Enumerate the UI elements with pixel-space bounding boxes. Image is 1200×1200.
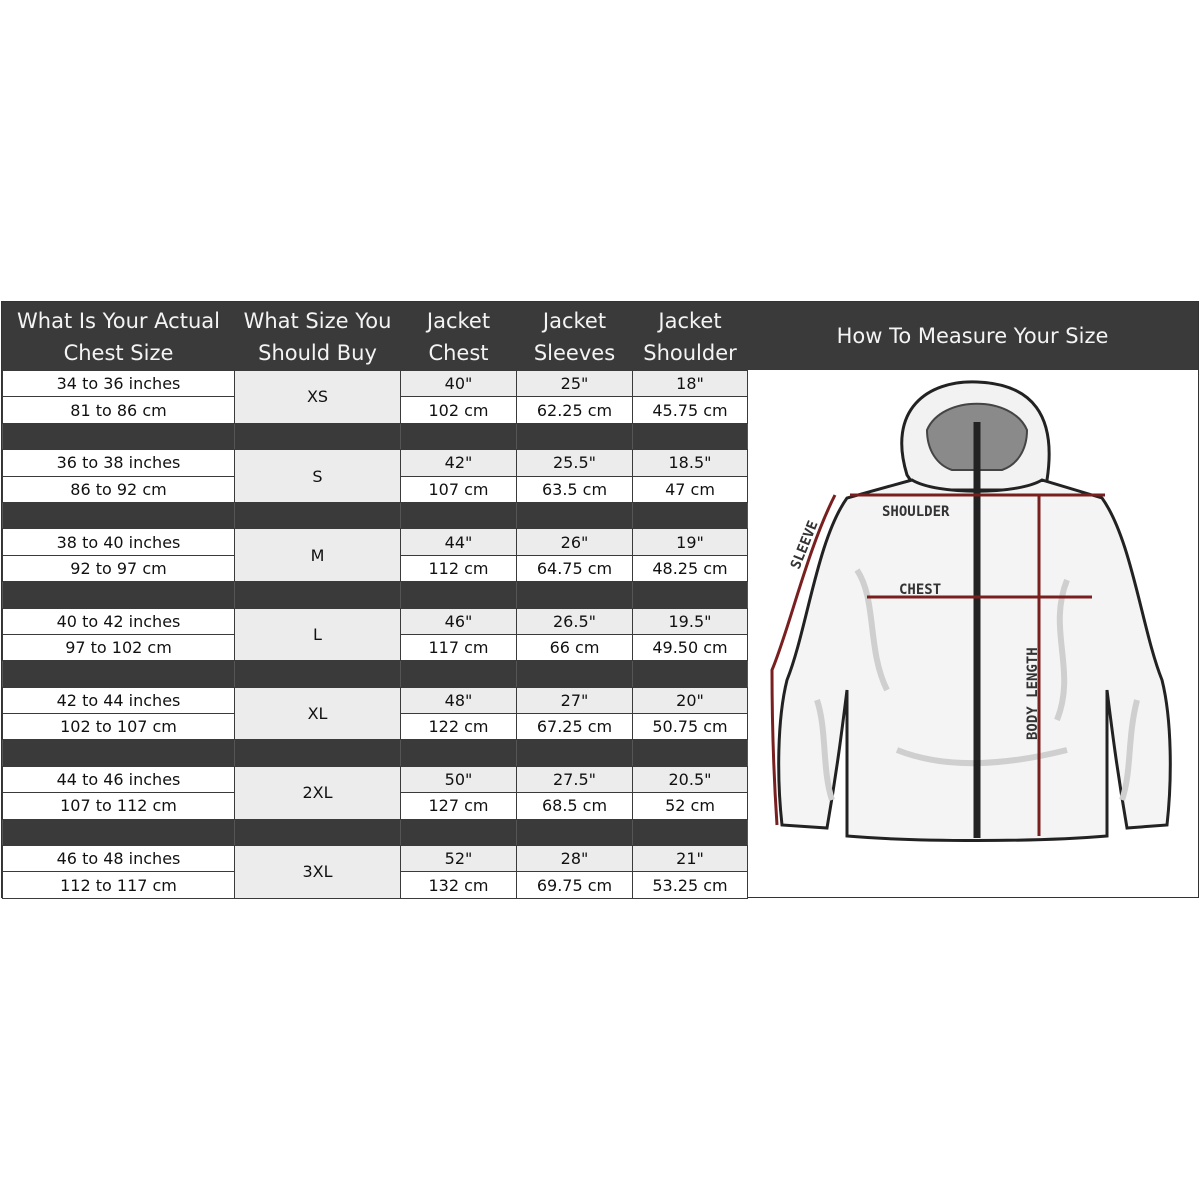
- jacket-shoulder-inches: 20": [633, 687, 748, 713]
- jacket-chest-cm: 112 cm: [401, 555, 517, 581]
- table-row: [3, 529, 748, 555]
- jacket-sleeves-cm: 64.75 cm: [517, 555, 633, 581]
- table-row: [3, 846, 748, 872]
- jacket-chest-cm: 117 cm: [401, 634, 517, 660]
- jacket-chest-inches: 48": [401, 687, 517, 713]
- jacket-shoulder-inches: 18.5": [633, 450, 748, 476]
- jacket-sleeves-inches: 25.5": [517, 450, 633, 476]
- jacket-sleeves-inches: 26": [517, 529, 633, 555]
- jacket-shoulder-inches: 21": [633, 846, 748, 872]
- jacket-sleeves-cm: 68.5 cm: [517, 793, 633, 819]
- table-row: [3, 687, 748, 713]
- label-shoulder: SHOULDER: [882, 504, 950, 520]
- label-chest: CHEST: [899, 582, 942, 598]
- label-sleeve: SLEEVE: [787, 518, 822, 572]
- actual-chest-inches: 46 to 48 inches: [3, 846, 235, 872]
- jacket-sleeves-cm: 62.25 cm: [517, 397, 633, 423]
- jacket-shoulder-cm: 48.25 cm: [633, 555, 748, 581]
- jacket-shoulder-inches: 19.5": [633, 608, 748, 634]
- table-row: [3, 608, 748, 634]
- jacket-sleeves-cm: 67.25 cm: [517, 714, 633, 740]
- jacket-sleeves-cm: 66 cm: [517, 634, 633, 660]
- jacket-chest-inches: 44": [401, 529, 517, 555]
- size-to-buy: L: [235, 608, 401, 661]
- jacket-chest-inches: 42": [401, 450, 517, 476]
- jacket-sleeves-inches: 27.5": [517, 766, 633, 792]
- size-chart: [1, 301, 1199, 898]
- jacket-chest-inches: 40": [401, 371, 517, 397]
- table-header-row: [3, 303, 748, 371]
- header-jacket-shoulder: Jacket Shoulder: [633, 303, 748, 371]
- jacket-chest-cm: 122 cm: [401, 714, 517, 740]
- header-actual-chest: What Is Your Actual Chest Size: [3, 303, 235, 371]
- label-body-length: BODY LENGTH: [1025, 647, 1041, 740]
- jacket-chest-cm: 102 cm: [401, 397, 517, 423]
- size-table: [2, 302, 748, 899]
- actual-chest-inches: 36 to 38 inches: [3, 450, 235, 476]
- jacket-sleeves-inches: 28": [517, 846, 633, 872]
- actual-chest-cm: 86 to 92 cm: [3, 476, 235, 502]
- actual-chest-cm: 112 to 117 cm: [3, 872, 235, 898]
- size-to-buy: XS: [235, 371, 401, 424]
- table-body: [3, 371, 748, 899]
- row-separator: [3, 661, 748, 687]
- jacket-chest-cm: 132 cm: [401, 872, 517, 898]
- jacket-chest-cm: 127 cm: [401, 793, 517, 819]
- header-size-to-buy: What Size You Should Buy: [235, 303, 401, 371]
- jacket-shoulder-cm: 45.75 cm: [633, 397, 748, 423]
- jacket-diagram: [747, 370, 1198, 897]
- table-row: [3, 371, 748, 397]
- jacket-shoulder-inches: 18": [633, 371, 748, 397]
- jacket-chest-inches: 52": [401, 846, 517, 872]
- jacket-shoulder-cm: 52 cm: [633, 793, 748, 819]
- jacket-shoulder-cm: 53.25 cm: [633, 872, 748, 898]
- jacket-sleeves-inches: 25": [517, 371, 633, 397]
- jacket-shoulder-cm: 50.75 cm: [633, 714, 748, 740]
- actual-chest-cm: 81 to 86 cm: [3, 397, 235, 423]
- header-jacket-chest: Jacket Chest: [401, 303, 517, 371]
- row-separator: [3, 502, 748, 528]
- jacket-chest-cm: 107 cm: [401, 476, 517, 502]
- actual-chest-cm: 92 to 97 cm: [3, 555, 235, 581]
- actual-chest-cm: 102 to 107 cm: [3, 714, 235, 740]
- jacket-chest-inches: 46": [401, 608, 517, 634]
- actual-chest-inches: 44 to 46 inches: [3, 766, 235, 792]
- size-to-buy: 2XL: [235, 766, 401, 819]
- size-to-buy: XL: [235, 687, 401, 740]
- size-to-buy: 3XL: [235, 846, 401, 899]
- row-separator: [3, 423, 748, 449]
- row-separator: [3, 582, 748, 608]
- actual-chest-cm: 97 to 102 cm: [3, 634, 235, 660]
- table-row: [3, 766, 748, 792]
- actual-chest-cm: 107 to 112 cm: [3, 793, 235, 819]
- actual-chest-inches: 40 to 42 inches: [3, 608, 235, 634]
- jacket-shoulder-cm: 47 cm: [633, 476, 748, 502]
- jacket-sleeves-inches: 27": [517, 687, 633, 713]
- actual-chest-inches: 42 to 44 inches: [3, 687, 235, 713]
- jacket-sleeves-cm: 63.5 cm: [517, 476, 633, 502]
- jacket-shoulder-inches: 19": [633, 529, 748, 555]
- size-to-buy: M: [235, 529, 401, 582]
- row-separator: [3, 740, 748, 766]
- row-separator: [3, 819, 748, 845]
- jacket-shoulder-inches: 20.5": [633, 766, 748, 792]
- jacket-sleeves-cm: 69.75 cm: [517, 872, 633, 898]
- actual-chest-inches: 34 to 36 inches: [3, 371, 235, 397]
- jacket-sleeves-inches: 26.5": [517, 608, 633, 634]
- size-to-buy: S: [235, 450, 401, 503]
- actual-chest-inches: 38 to 40 inches: [3, 529, 235, 555]
- measure-header: How To Measure Your Size: [747, 302, 1198, 370]
- table-row: [3, 450, 748, 476]
- jacket-shoulder-cm: 49.50 cm: [633, 634, 748, 660]
- header-jacket-sleeves: Jacket Sleeves: [517, 303, 633, 371]
- jacket-chest-inches: 50": [401, 766, 517, 792]
